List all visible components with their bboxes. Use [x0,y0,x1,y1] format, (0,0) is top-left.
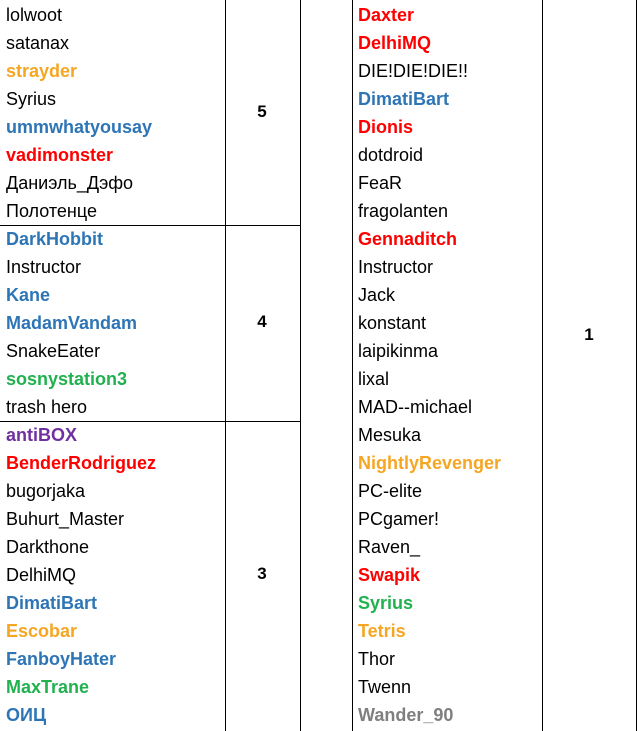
player-name: Darkthone [6,537,90,557]
player-name: MaxTrane [6,677,90,697]
player-name: antiBOX [6,425,78,445]
player-name: Daxter [358,5,415,25]
player-name: lolwoot [6,5,63,25]
player-name: Syrius [6,89,57,109]
player-name: laipikinma [358,341,439,361]
player-name: Gennaditch [358,229,458,249]
player-name: Syrius [358,593,414,613]
player-name: bugorjaka [6,481,86,501]
player-name: Instructor [358,257,434,277]
rank-value: 5 [257,102,267,121]
player-name: Twenn [358,677,412,697]
left-table-right-border [300,0,301,731]
player-name: SnakeEater [6,341,101,361]
player-name: Даниэль_Дэфо [6,173,134,193]
player-name: Jack [358,285,396,305]
player-name: DelhiMQ [6,565,77,585]
player-name: PC-elite [358,481,423,501]
right-table-right-border [636,0,637,731]
player-name: satanax [6,33,70,53]
player-name: DelhiMQ [358,33,432,53]
rank-value: 1 [584,325,594,344]
player-name: fragolanten [358,201,449,221]
player-name: Wander_90 [358,705,454,725]
player-name: Mesuka [358,425,422,445]
right-table-left-border [352,0,353,731]
player-name: Buhurt_Master [6,509,125,529]
player-name: Kane [6,285,51,305]
player-name: Raven_ [358,537,421,557]
player-name: Thor [358,649,396,669]
rank-value: 4 [257,312,267,331]
player-name: MAD--michael [358,397,473,417]
player-name: DIE!DIE!DIE!! [358,61,469,81]
player-name: ОИЦ [6,705,47,725]
player-name: Dionis [358,117,414,137]
player-name: strayder [6,61,78,81]
player-name: Swapik [358,565,421,585]
left-table-divider [225,0,226,731]
player-name: DimatiBart [6,593,98,613]
player-name: FeaR [358,173,403,193]
player-name: FanboyHater [6,649,117,669]
player-name: MadamVandam [6,313,138,333]
player-name: Escobar [6,621,78,641]
player-name: vadimonster [6,145,114,165]
player-name: Tetris [358,621,406,641]
player-name: ummwhatyousay [6,117,153,137]
player-name: BenderRodriguez [6,453,157,473]
player-name: DimatiBart [358,89,450,109]
right-table-divider [542,0,543,731]
player-name: Полотенце [6,201,97,221]
player-name: PCgamer! [358,509,440,529]
player-name: konstant [358,313,427,333]
rank-value: 3 [257,564,267,583]
player-name: DarkHobbit [6,229,104,249]
player-name: Instructor [6,257,82,277]
player-name: trash hero [6,397,88,417]
player-name: lixal [358,369,390,389]
player-name: NightlyRevenger [358,453,502,473]
player-name: sosnystation3 [6,369,128,389]
player-name: dotdroid [358,145,424,165]
